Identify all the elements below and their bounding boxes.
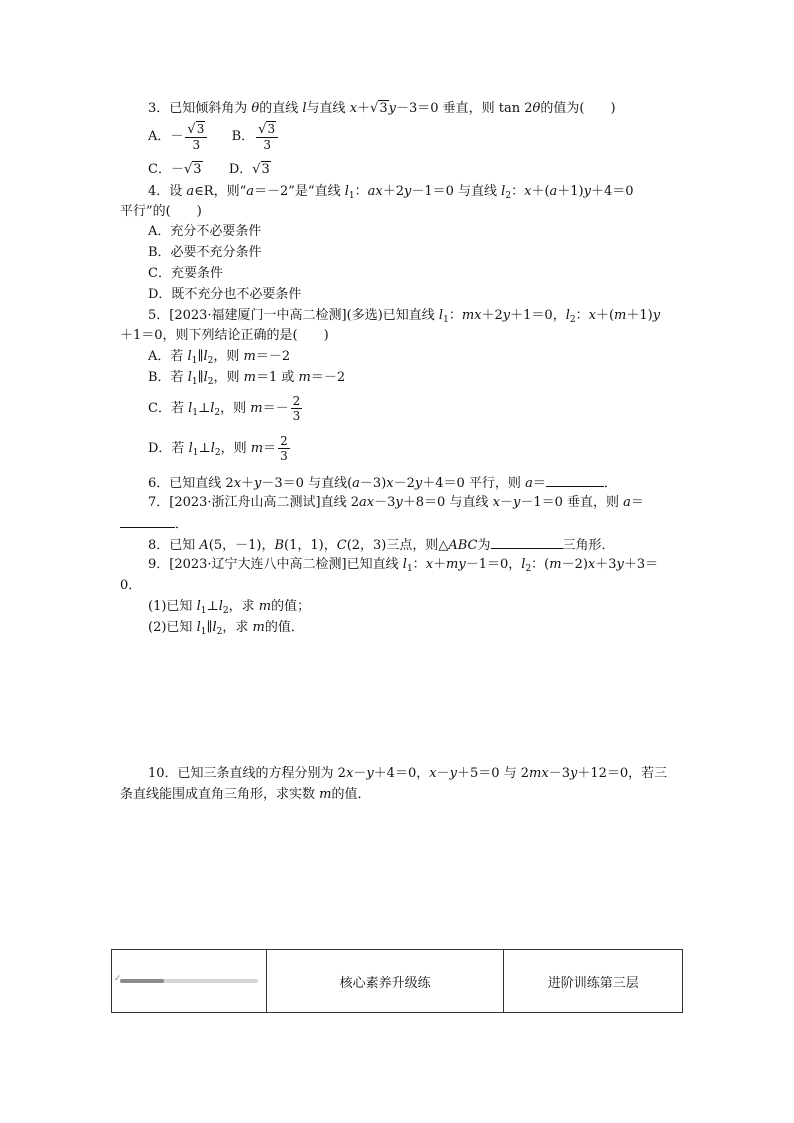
q7-stem-cont: ． — [120, 515, 188, 533]
q3-stem: 3．已知倾斜角为 θ的直线 l与直线 x＋√3y－3＝0 垂直，则 tan 2θ的值为( ) — [148, 101, 616, 116]
q9-part-1: (1)已知 $l_1\perp l_2$，求 m的值； — [148, 599, 311, 616]
q9-stem: 9．[2023·辽宁大连八中高二检测]已知直线 $l_1$：x＋my－1＝0，$l_2$：(m－2)x＋3y＋3＝ — [148, 557, 659, 574]
progress-bar-fill — [120, 979, 164, 983]
q5-option-b[interactable]: B．若 $l_1\parallel l_2$，则 m＝1 或 m＝－2 — [148, 370, 346, 387]
progress-bar — [113, 974, 258, 985]
q7-stem: 7．[2023·浙江舟山高二测试]直线 2ax－3y＋8＝0 与直线 x－y－1＝0 垂直，则 a＝ — [148, 495, 644, 510]
q3-option-b[interactable]: B． $\frac{√3}{3}$ — [232, 129, 281, 144]
q10-stem-cont: 条直线能围成直角三角形，求实数 m的值． — [120, 787, 371, 802]
q3-option-a[interactable]: A．－ $\frac{√3}{3}$ — [148, 129, 209, 144]
q8-answer-blank[interactable] — [491, 536, 563, 549]
q4-option-c[interactable]: C．充要条件 — [148, 266, 223, 281]
q9-stem-cont: 0． — [120, 578, 142, 593]
q7-answer-blank[interactable] — [120, 515, 175, 528]
check-icon: ✓ — [113, 974, 122, 984]
q3-option-d[interactable]: D．√3 — [228, 162, 270, 177]
q4-stem-cont: 平行”的( ) — [120, 204, 202, 219]
q3-options-ab — [148, 121, 280, 153]
q5-option-c[interactable]: C．若 $l_1\perp l_2$，则 m＝－ $\frac{2}{3}$ — [148, 394, 301, 423]
q4-option-b[interactable]: B．必要不充分条件 — [148, 245, 262, 260]
q8-stem: 8．已知 A(5，－1)，B(1，1)，C(2，3)三点，则△ABC为 三角形． — [148, 538, 615, 553]
q9-part-2: (2)已知 $l_1\parallel l_2$，求 m的值． — [148, 620, 304, 637]
q6-stem: 6．已知直线 2x＋y－3＝0 与直线(a－3)x－2y＋4＝0 平行，则 a＝ ． — [148, 476, 617, 491]
q5-option-d[interactable]: D．若 $l_1\perp l_2$，则 m＝ $\frac{2}{3}$ — [148, 434, 288, 463]
section-band — [111, 949, 683, 1013]
band-progress-cell — [112, 950, 267, 1013]
band-level: 进阶训练第三层 — [504, 950, 683, 1013]
q4-option-d[interactable]: D．既不充分也不必要条件 — [148, 287, 302, 302]
q10-stem: 10．已知三条直线的方程分别为 2x－y＋4＝0，x－y＋5＝0 与 2mx－3y＋12＝0，若三 — [148, 766, 668, 781]
band-title: 核心素养升级练 — [266, 950, 504, 1013]
q5-option-a[interactable]: A．若 $l_1\parallel l_2$，则 m＝－2 — [148, 349, 291, 366]
q4-option-a[interactable]: A．充分不必要条件 — [148, 224, 262, 239]
q5-stem: 5．[2023·福建厦门一中高二检测](多选)已知直线 $l_1$：mx＋2y＋1＝0，$l_2$：x＋(m＋1)y — [148, 308, 661, 325]
q3-option-c[interactable]: C．－√3 — [148, 162, 202, 177]
q3-options-cd — [148, 162, 271, 178]
q4-stem: 4．设 a∈R，则“a＝－2”是“直线 $l_1$：ax＋2y－1＝0 与直线 $l_2$：x＋(a＋1)y＋4＝0 — [148, 184, 634, 201]
q6-answer-blank[interactable] — [546, 474, 604, 487]
q5-stem-cont: ＋1＝0，则下列结论正确的是( ) — [120, 328, 329, 343]
